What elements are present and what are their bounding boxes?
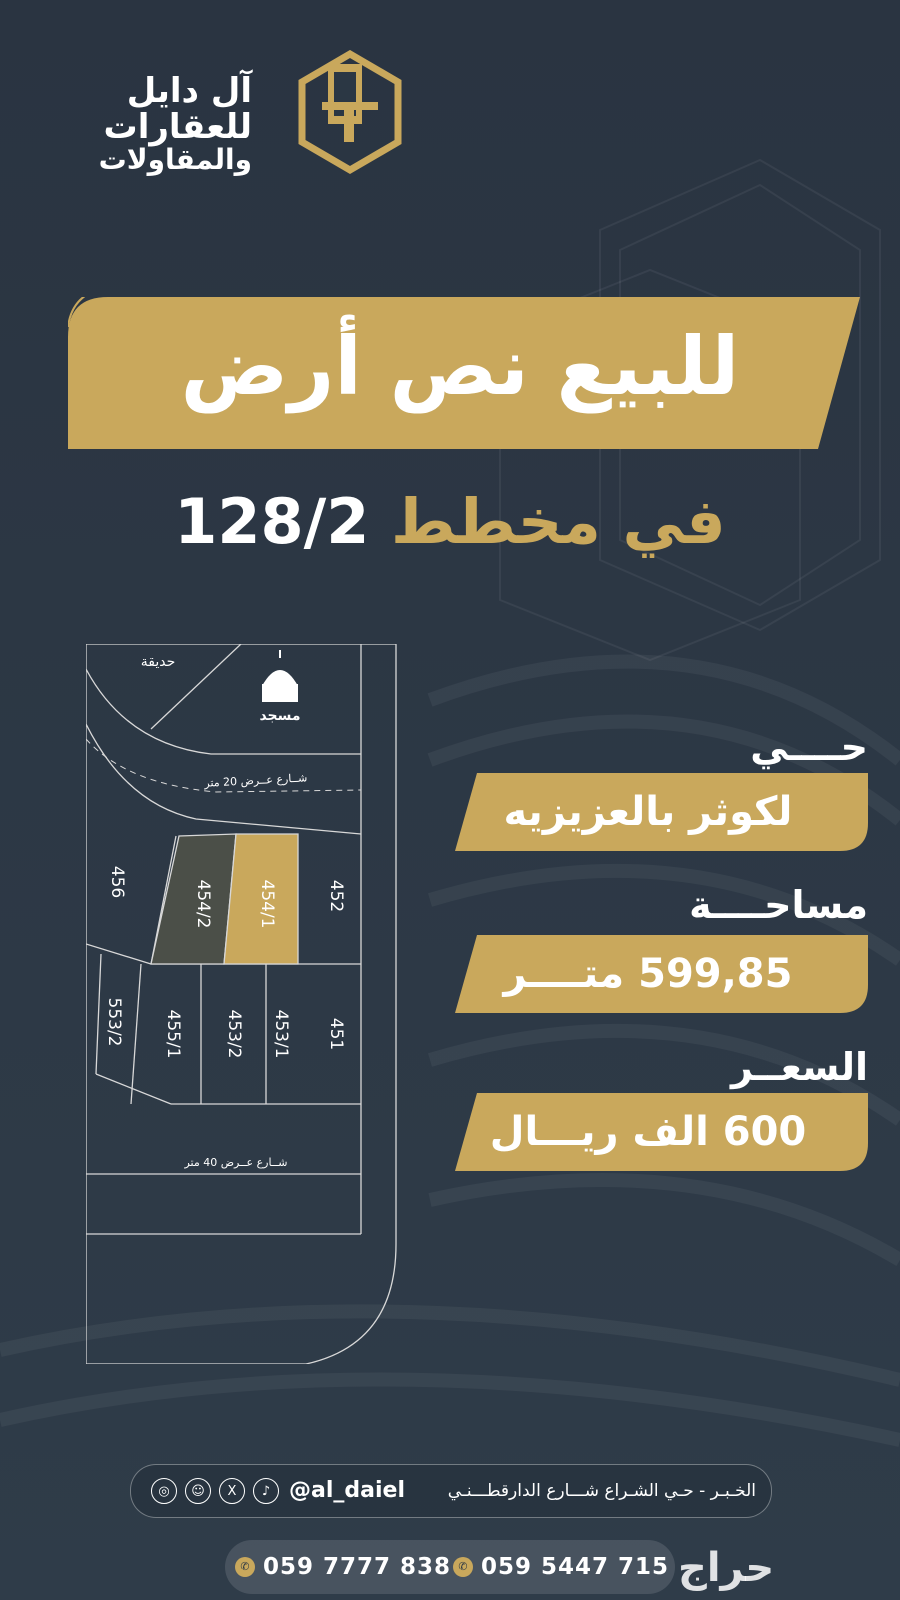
phone-number-1[interactable]: 059 5447 715 [481, 1554, 670, 1580]
district-box [455, 773, 868, 851]
company-name-line2: والمقاولات [98, 143, 252, 177]
lot-553-2: 553/2 [104, 997, 124, 1047]
instagram-icon[interactable]: ◎ [151, 1478, 177, 1504]
contact-bar [130, 1464, 772, 1518]
area-value: 599,85 متــــر [503, 951, 793, 997]
lot-453-2: 453/2 [224, 1009, 244, 1059]
lot-454-2: 454/2 [193, 879, 213, 929]
price-value: 600 الف ريـــال [489, 1109, 807, 1155]
area-box [455, 935, 868, 1013]
park-label: حديقة [140, 654, 176, 670]
lot-454-1: 454/1 [257, 879, 277, 929]
haraj-watermark: حراج [678, 1545, 775, 1591]
tiktok-icon[interactable]: ♪ [253, 1478, 279, 1504]
area-label: مساحــــة [689, 883, 868, 927]
company-name [22, 71, 252, 177]
land-plot-map [86, 644, 416, 1364]
street-20-label: شــارع عــرض 20 متر [204, 771, 308, 790]
price-label: السعــر [730, 1045, 868, 1089]
lot-455-1: 455/1 [163, 1009, 183, 1059]
building-logo-icon [298, 50, 402, 175]
phone-number-2[interactable]: 059 7777 838 [263, 1554, 452, 1580]
lot-456: 456 [107, 865, 127, 899]
company-logo [22, 50, 422, 180]
district-label: حــــي [750, 725, 868, 769]
plan-number: 128/2 [174, 485, 370, 558]
plan-title [150, 485, 750, 558]
lot-452: 452 [326, 879, 346, 913]
phone-bar [225, 1540, 675, 1594]
lot-453-1: 453/1 [271, 1009, 291, 1059]
mosque-label: مسجد [259, 708, 301, 724]
phone-icon: ✆ [235, 1557, 255, 1577]
district-value: لكوثر بالعزيزيه [503, 789, 793, 835]
headline-text: للبيع نص أرض [180, 320, 740, 413]
phone-icon: ✆ [453, 1557, 473, 1577]
snapchat-icon[interactable]: ☺ [185, 1478, 211, 1504]
price-box [455, 1093, 868, 1171]
company-name-line1: آل دايل للعقارات [103, 71, 252, 147]
lot-451: 451 [326, 1017, 346, 1051]
street-40-label: شــارع عــرض 40 متر [184, 1156, 288, 1169]
x-icon[interactable]: X [219, 1478, 245, 1504]
plan-prefix: في مخطط [391, 485, 726, 558]
mosque-icon [262, 650, 298, 702]
address-text: الخـبـر - حـي الشـراع شـــارع الدارقطـــنـي [447, 1481, 756, 1501]
social-handle[interactable]: @al_daiel [289, 1478, 405, 1503]
